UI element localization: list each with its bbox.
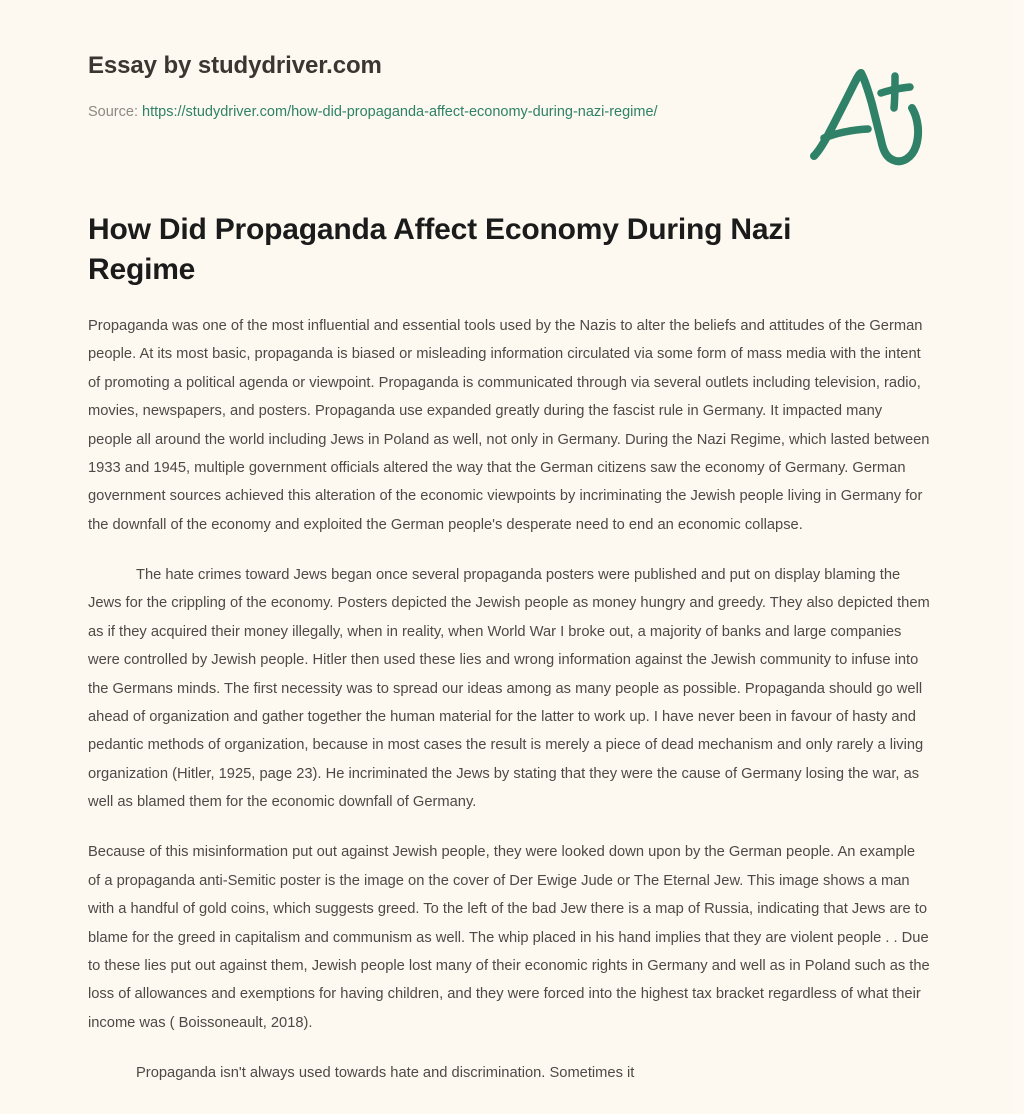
paragraph: The hate crimes toward Jews began once several propaganda posters were published and put on display blaming the Jews for the crippling of the economy. Posters depicted the Jewish people as money hungry and greedy. They also depicted them as if they acquired their money illegally, when in reality, when World War I broke out, a majority of banks and large companies were controlled by Jewish people. Hitler then used these lies and wrong information against the Jewish community to infuse into the Germans minds. The first necessity was to spread our ideas among as many people as possible. Propaganda should go well ahead of organization and gather together the human material for the latter to work up. I have never been in favour of hasty and pedantic methods of organization, because in most cases the result is merely a piece of dead mechanism and only rarely a living organization (Hitler, 1925, page 23). He incriminated the Jews by stating that they were the cause of Germany losing the war, as well as blamed them for the economic downfall of Germany. [88,567,930,811]
paragraph: Because of this misinformation put out against Jewish people, they were looked down upon by the German people. An example of a propaganda anti-Semitic poster is the image on the cover of Der Ewige Jude or The Eternal Jew. This image shows a man with a handful of gold coins, which suggests greed. To the left of the bad Jew there is a map of Russia, indicating that Jews are to blame for the greed in capitalism and communism as well. The whip placed in his hand implies that they are violent people . . Due to these lies put out against them, Jewish people lost many of their economic rights in Germany and well as in Poland such as the loss of allowances and exemptions for having children, and they were forced into the highest tax bracket regardless of what their income was ( Boissoneault, 2018). [88,844,930,1031]
page-title: How Did Propaganda Affect Economy During Nazi Regime [88,213,792,287]
brand-title: Essay by studydriver.com [88,52,382,79]
source-line [88,101,728,124]
source-label: Source: [88,103,138,120]
paragraph: Propaganda was one of the most influential and essential tools used by the Nazis to alter the beliefs and attitudes of the German people. At its most basic, propaganda is biased or misleading information circulated via some form of mass media with the intent of promoting a political agenda or viewpoint. Propaganda is communicated through via several outlets including television, radio, movies, newspapers, and posters. Propaganda use expanded greatly during the fascist rule in Germany. It impacted many people all around the world including Jews in Poland as well, not only in Germany. During the Nazi Regime, which lasted between 1933 and 1945, multiple government officials altered the way that the German citizens saw the economy of Germany. German government sources achieved this alteration of the economic viewpoints by incriminating the Jewish people living in Germany for the downfall of the economy and exploited the German people's desperate need to end an economic collapse. [88,318,930,533]
essay-body [88,290,930,1087]
page-right-edge [1012,0,1018,1114]
paragraph: Propaganda isn't always used towards hate and discrimination. Sometimes it [136,1065,635,1082]
page-header [88,0,930,124]
source-url-link[interactable]: https://studydriver.com/how-did-propaganda-affect-economy-during-nazi-regime/ [142,103,658,120]
